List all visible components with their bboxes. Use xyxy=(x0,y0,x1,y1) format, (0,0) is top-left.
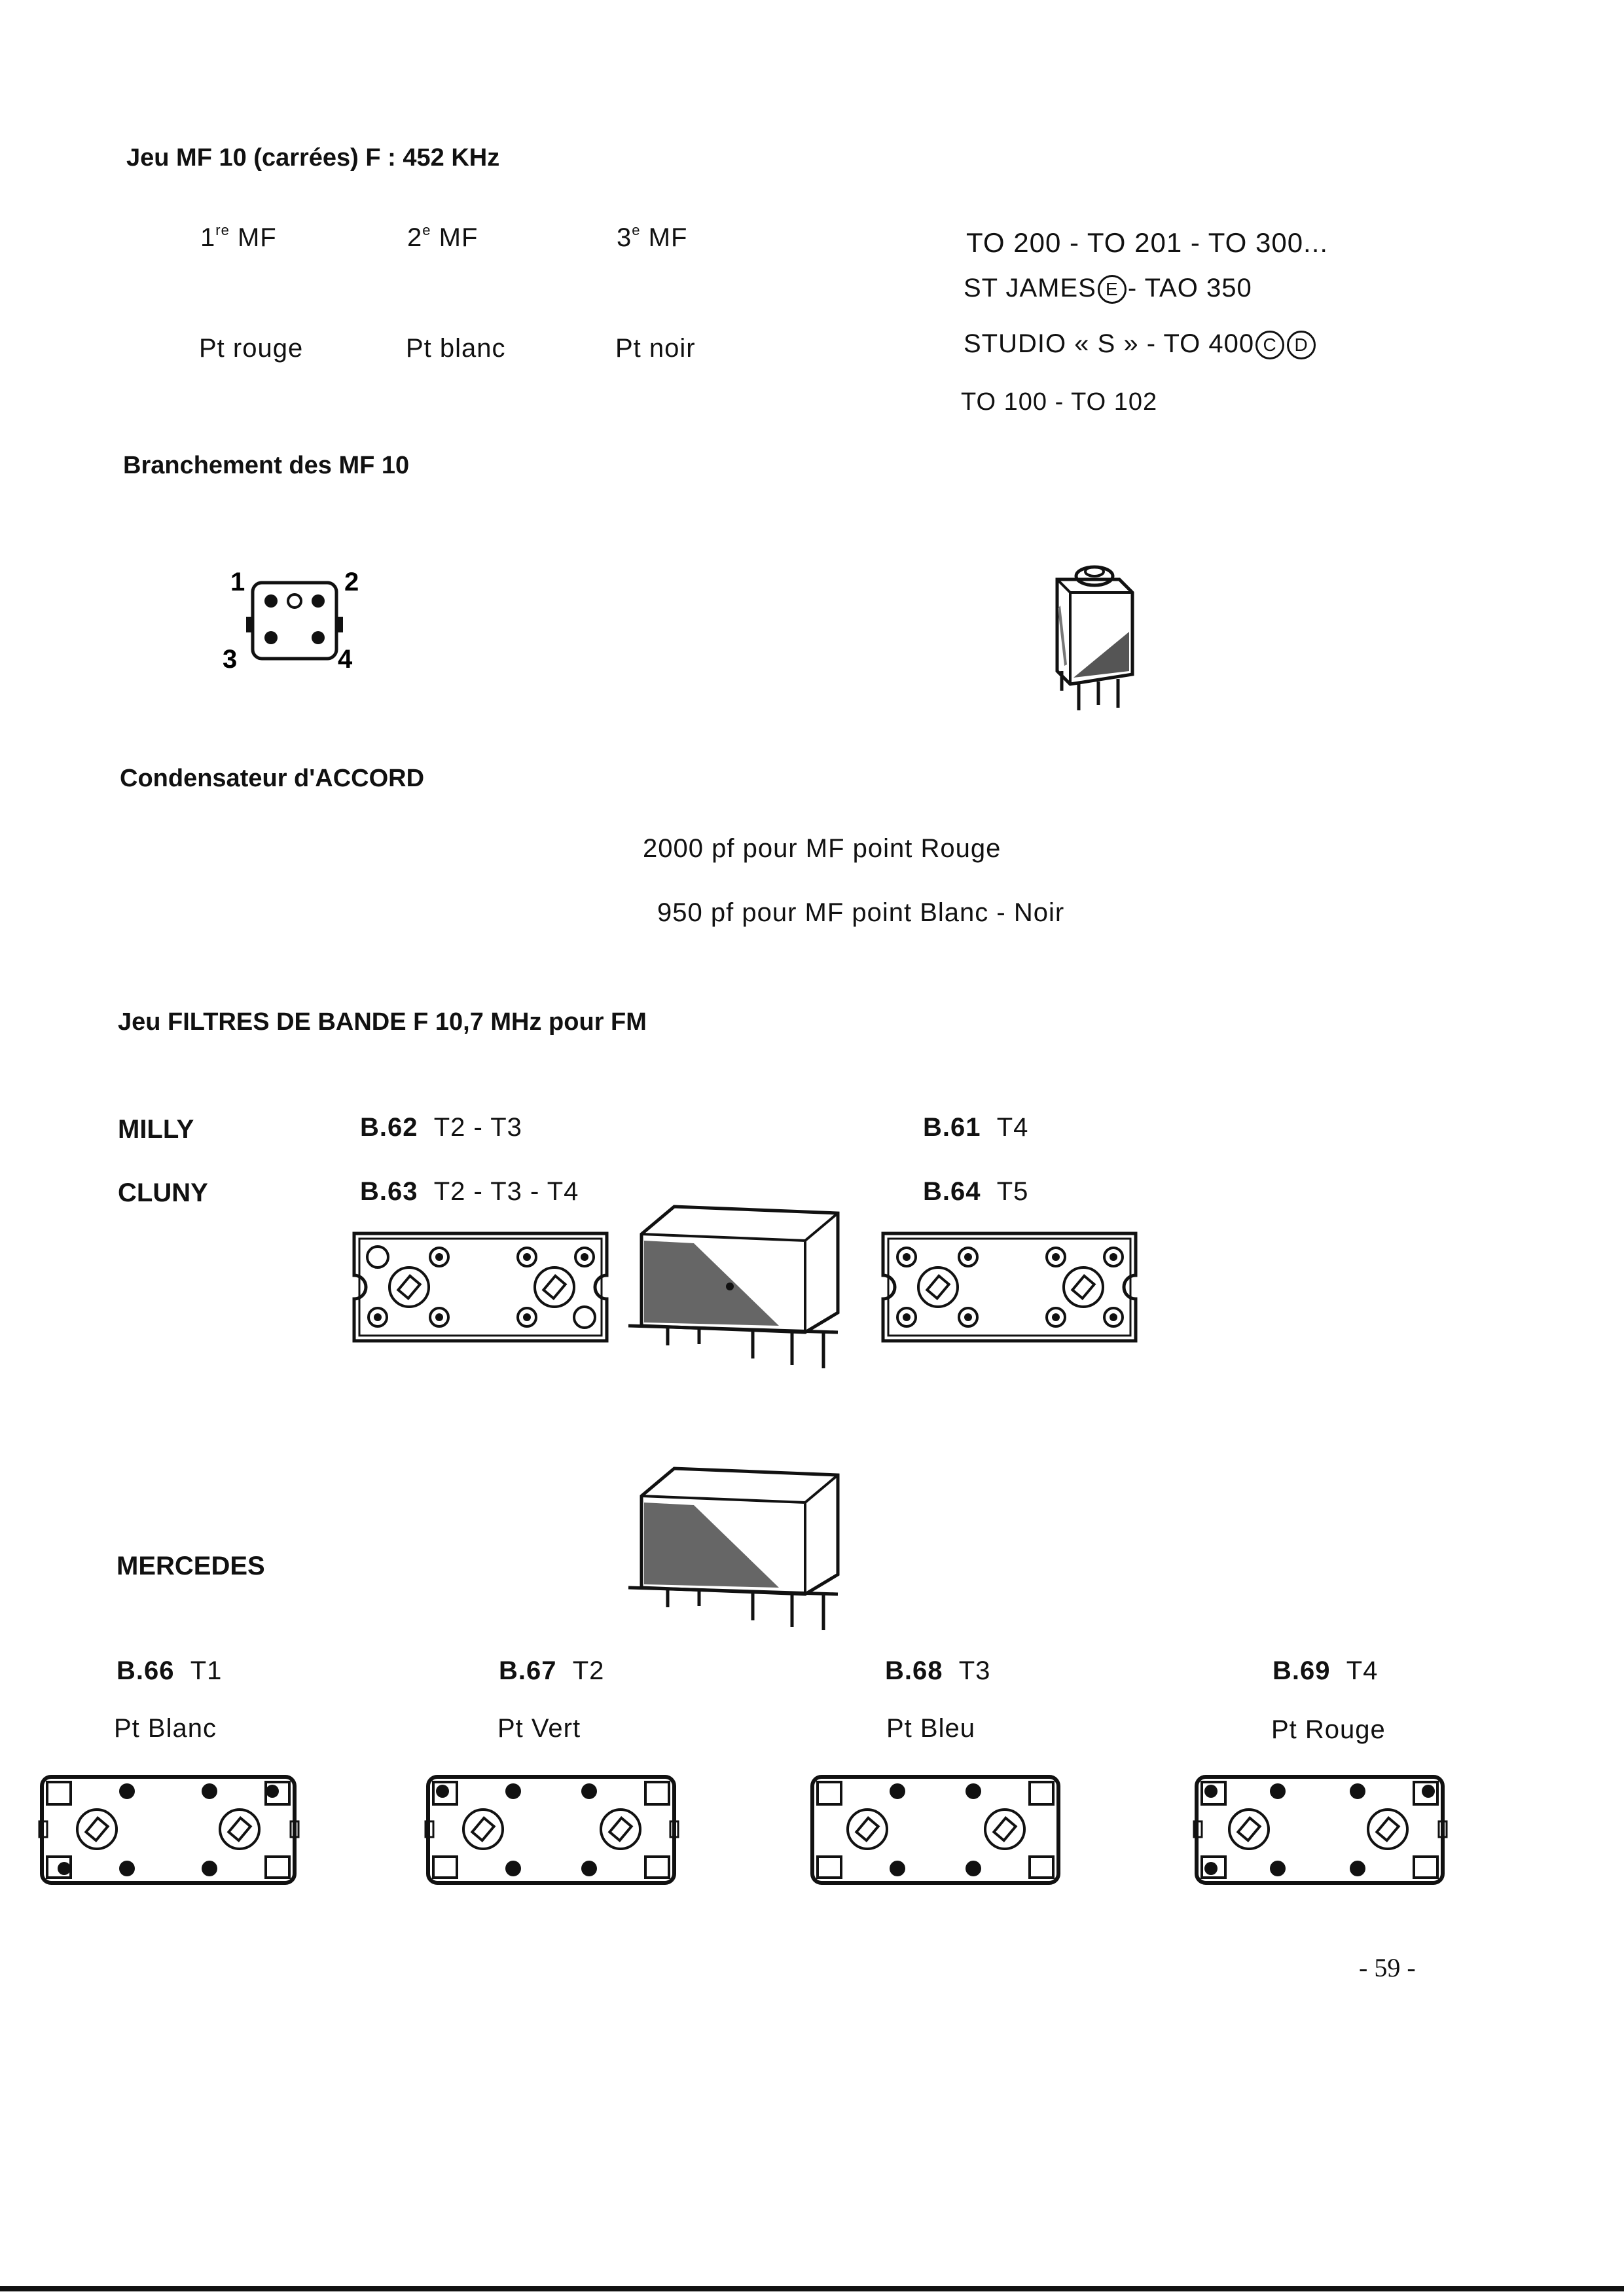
models-line2: ST JAMES E - TAO 350 xyxy=(964,275,1252,304)
edition-c-mark: C xyxy=(1255,331,1284,359)
cluny-ref2: B.64 T5 xyxy=(923,1177,1029,1206)
cluny-ref1: B.63 T2 - T3 - T4 xyxy=(360,1177,579,1206)
mercedes-footprint-1 xyxy=(38,1773,300,1888)
mercedes-item-3-ref: B.68 T3 xyxy=(885,1656,991,1685)
mf10-col1-point: Pt rouge xyxy=(199,334,304,363)
edition-e-mark: E xyxy=(1098,275,1127,304)
filtres-title: Jeu FILTRES DE BANDE F 10,7 MHz pour FM xyxy=(118,1008,647,1036)
mf10-pinout-diagram xyxy=(216,563,373,681)
mf10-col1-heading: 1re MF xyxy=(200,222,277,252)
mercedes-item-3-point: Pt Bleu xyxy=(886,1714,975,1743)
pin-4-label: 4 xyxy=(338,645,353,674)
filter-box-illustration xyxy=(628,1201,851,1372)
mf10-title: Jeu MF 10 (carrées) F : 452 KHz xyxy=(126,144,500,172)
edition-d-mark: D xyxy=(1287,331,1316,359)
mercedes-name: MERCEDES xyxy=(117,1552,265,1580)
models-line3: STUDIO « S » - TO 400 C D xyxy=(964,331,1317,359)
mercedes-item-1-ref: B.66 T1 xyxy=(117,1656,223,1685)
milly-ref1: B.62 T2 - T3 xyxy=(360,1113,522,1142)
bottom-rule xyxy=(0,2286,1624,2291)
mercedes-filter-box-illustration xyxy=(628,1463,851,1633)
condensateur-line2: 950 pf pour MF point Blanc - Noir xyxy=(657,898,1065,927)
filter-footprint-left xyxy=(350,1230,612,1347)
branchement-title: Branchement des MF 10 xyxy=(123,452,410,479)
mercedes-footprint-3 xyxy=(808,1773,1064,1888)
models-line1: TO 200 - TO 201 - TO 300... xyxy=(966,227,1329,258)
mercedes-item-1-point: Pt Blanc xyxy=(114,1714,217,1743)
cluny-name: CLUNY xyxy=(118,1178,208,1207)
milly-ref2: B.61 T4 xyxy=(923,1113,1029,1142)
mf10-col3-heading: 3e MF xyxy=(617,222,688,252)
condensateur-line1: 2000 pf pour MF point Rouge xyxy=(643,834,1001,863)
mercedes-item-4-point: Pt Rouge xyxy=(1271,1715,1386,1744)
pin-1-label: 1 xyxy=(230,568,245,596)
pin-2-label: 2 xyxy=(344,568,359,596)
page-number: - 59 - xyxy=(1359,1953,1416,1982)
mercedes-item-4-ref: B.69 T4 xyxy=(1272,1656,1379,1685)
mf10-col3-point: Pt noir xyxy=(615,334,696,363)
mf10-col2-point: Pt blanc xyxy=(406,334,506,363)
mercedes-item-2-ref: B.67 T2 xyxy=(499,1656,605,1685)
mf10-col2-heading: 2e MF xyxy=(407,222,478,252)
mercedes-footprint-4 xyxy=(1193,1773,1448,1888)
models-line4: TO 100 - TO 102 xyxy=(961,388,1158,416)
mf-can-illustration xyxy=(1034,553,1152,717)
mercedes-item-2-point: Pt Vert xyxy=(497,1714,581,1743)
mercedes-footprint-2 xyxy=(424,1773,679,1888)
condensateur-title: Condensateur d'ACCORD xyxy=(120,765,425,792)
filter-footprint-right xyxy=(879,1230,1141,1347)
milly-name: MILLY xyxy=(118,1115,194,1144)
pin-3-label: 3 xyxy=(223,645,238,674)
